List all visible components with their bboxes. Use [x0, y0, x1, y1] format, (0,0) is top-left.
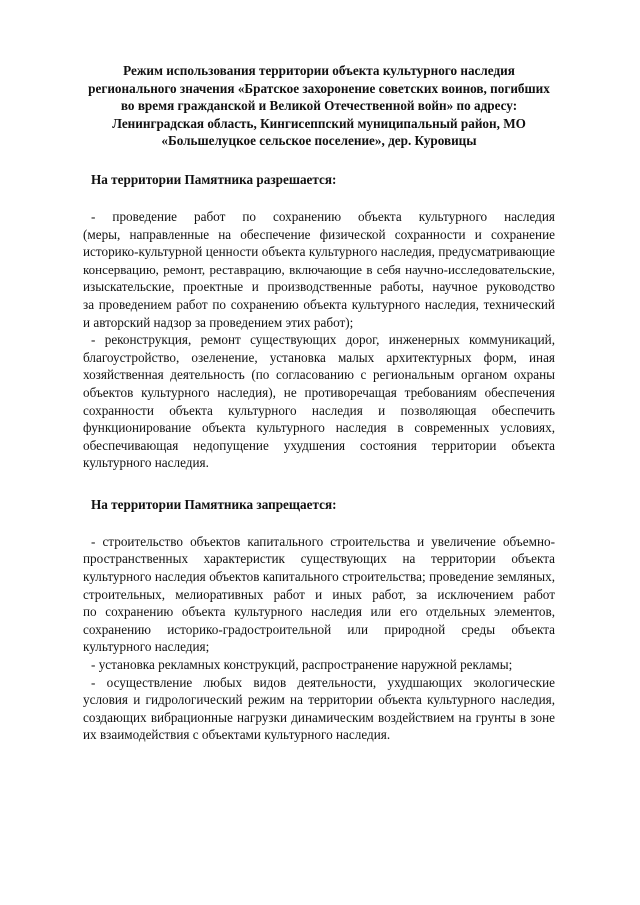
text-line: - строительство объектов капитального строительства и увеличение объемно-	[91, 533, 555, 549]
title-line: во время гражданской и Великой Отечественной войн» по адресу:	[120, 98, 518, 114]
text-line: создающих вибрационные нагрузки динамическим воздействием на грунты в зоне	[83, 709, 555, 725]
text-line: сохранению историко-градостроительной или природной среды объекта	[83, 621, 555, 637]
title-line: Ленинградская область, Кингисеппский муниципальный район, МО	[112, 115, 526, 131]
text-line: благоустройство, озеленение, установка малых архитектурных форм, иная	[83, 349, 555, 365]
text-line: культурного наследия;	[83, 639, 210, 655]
text-line: - реконструкция, ремонт существующих дорог, инженерных коммуникаций,	[91, 332, 555, 348]
forbidden-item-1	[83, 533, 555, 656]
allowed-list	[83, 208, 555, 472]
title-line: регионального значения «Братское захоронение советских воинов, погибших	[88, 80, 550, 96]
text-line: - проведение работ по сохранению объекта культурного наследия	[91, 208, 555, 224]
text-line: культурного наследия объектов капитального строительства; проведение земляных,	[83, 569, 555, 585]
text-line: - установка рекламных конструкций, распространение наружной рекламы;	[91, 657, 513, 673]
text-line: и авторский надзор за проведением этих работ);	[83, 314, 354, 330]
forbidden-item-3	[83, 674, 555, 744]
text-line: функционирование объекта культурного наследия в современных условиях,	[83, 420, 555, 436]
allowed-heading: На территории Памятника разрешается:	[91, 171, 337, 187]
text-line: изыскательские, проектные и производственные работы, научное руководство	[83, 279, 555, 295]
document-page	[83, 62, 555, 744]
forbidden-list	[83, 533, 555, 744]
allowed-item-2	[83, 331, 555, 472]
text-line: - осуществление любых видов деятельности, ухудшающих экологические	[91, 674, 555, 690]
title-line: Режим использования территории объекта культурного наследия	[123, 63, 515, 78]
text-line: условия и гидрологический режим на территории объекта культурного наследия,	[83, 692, 555, 708]
allowed-item-1	[83, 208, 555, 331]
text-line: по сохранению объекта культурного наследия или его отдельных элементов,	[83, 604, 555, 620]
text-line: (меры, направленные на обеспечение физической сохранности и сохранение	[83, 226, 555, 242]
text-line: пространственных характеристик существующих на территории объекта	[83, 551, 555, 567]
text-line: за проведением работ по сохранению объекта культурного наследия, технический	[83, 296, 555, 312]
text-line: объектов культурного наследия), не противоречащая требованиям обеспечения	[83, 384, 555, 400]
text-line: сохранности объекта культурного наследия и позволяющая обеспечить	[83, 402, 555, 418]
text-line: строительных, мелиоративных работ и иных работ, за исключением работ	[83, 586, 555, 602]
text-line: консервацию, ремонт, реставрацию, включающие в себя научно-исследовательские,	[83, 261, 555, 277]
forbidden-heading: На территории Памятника запрещается:	[91, 496, 337, 512]
document-title	[83, 62, 555, 150]
title-line: «Большелуцкое сельское поселение», дер. Куровицы	[161, 133, 477, 149]
text-line: историко-культурной ценности объекта культурного наследия, предусматривающие	[83, 244, 555, 260]
text-line: хозяйственная деятельность (по согласованию с региональным органом охраны	[83, 367, 555, 383]
text-line: культурного наследия.	[83, 455, 209, 471]
text-line: их взаимодействия с объектами культурного наследия.	[83, 727, 391, 743]
forbidden-item-2	[83, 656, 555, 674]
text-line: обеспечивающая недопущение ухудшения состояния территории объекта	[83, 437, 555, 453]
